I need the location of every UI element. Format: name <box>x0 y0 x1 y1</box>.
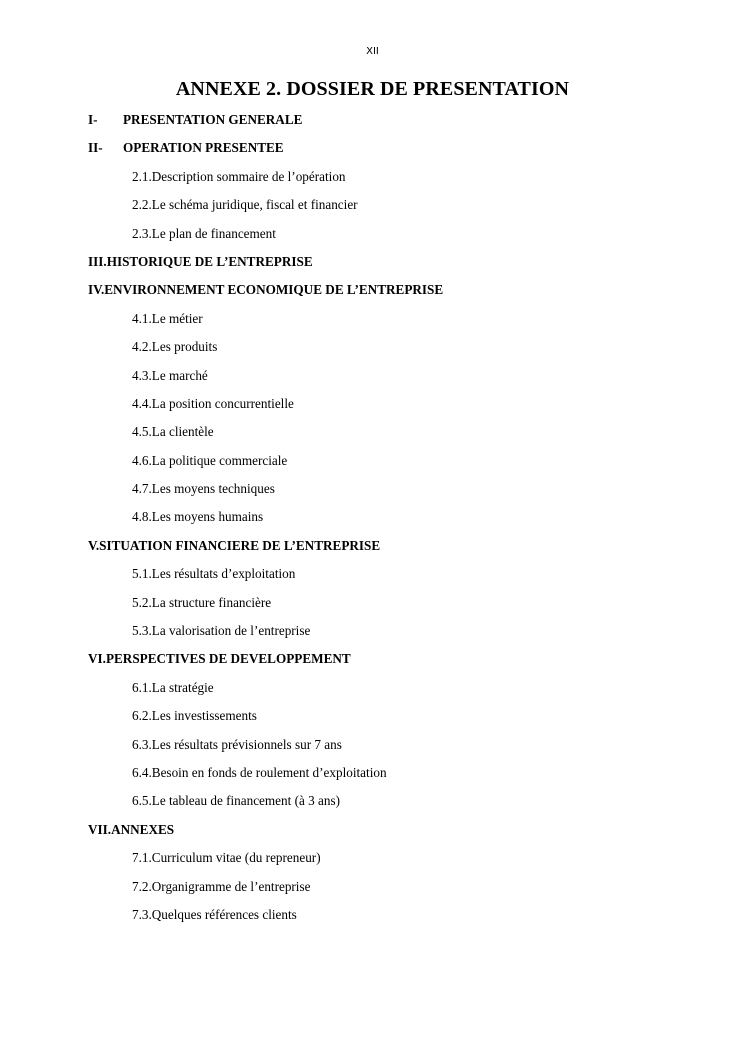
toc-item-label: Les investissements <box>151 708 257 724</box>
toc-subsection-item <box>88 594 688 622</box>
toc-item-label: ENVIRONNEMENT ECONOMIQUE DE L’ENTREPRISE <box>104 282 444 298</box>
toc-section-heading <box>88 650 688 678</box>
toc-item-label: Les moyens techniques <box>151 481 275 497</box>
toc-item-label: Organigramme de l’entreprise <box>151 878 311 894</box>
toc-item-number: 7.3. <box>132 906 152 922</box>
toc-item-label: OPERATION PRESENTEE <box>123 140 284 156</box>
toc-section-heading <box>88 821 688 849</box>
toc-item-label: Curriculum vitae (du repreneur) <box>151 850 321 866</box>
toc-item-label: Les résultats d’exploitation <box>151 566 296 582</box>
toc-subsection-item <box>88 707 688 735</box>
toc-item-label: La clientèle <box>151 424 214 440</box>
toc-item-label: Le schéma juridique, fiscal et financier <box>151 197 358 213</box>
toc-item-label: Les résultats prévisionnels sur 7 ans <box>151 736 342 752</box>
toc-item-label: SITUATION FINANCIERE DE L’ENTREPRISE <box>99 537 381 553</box>
toc-subsection-item <box>88 764 688 792</box>
toc-subsection-item <box>88 906 688 934</box>
toc-item-label: La valorisation de l’entreprise <box>151 623 311 639</box>
toc-section-heading <box>88 139 688 167</box>
toc-subsection-item <box>88 565 688 593</box>
toc-item-number: II- <box>88 140 103 156</box>
toc-item-number: 4.7. <box>132 481 152 497</box>
toc-item-number: V. <box>88 537 100 553</box>
toc-subsection-item <box>88 878 688 906</box>
toc-item-number: 6.2. <box>132 708 152 724</box>
toc-item-number: 5.1. <box>132 566 152 582</box>
toc-item-number: VI. <box>88 651 106 667</box>
toc-item-label: La politique commerciale <box>151 452 288 468</box>
toc-item-label: Le tableau de financement (à 3 ans) <box>151 793 340 809</box>
toc-item-label: ANNEXES <box>111 821 175 837</box>
toc-item-number: 6.3. <box>132 736 152 752</box>
toc-subsection-item <box>88 225 688 253</box>
page-number: XII <box>366 46 379 57</box>
toc-subsection-item <box>88 395 688 423</box>
toc-subsection-item <box>88 508 688 536</box>
toc-subsection-item <box>88 168 688 196</box>
toc-item-number: 5.3. <box>132 623 152 639</box>
table-of-contents <box>88 111 688 934</box>
page-title: ANNEXE 2. DOSSIER DE PRESENTATION <box>175 78 570 100</box>
toc-item-label: La position concurrentielle <box>151 395 294 411</box>
toc-subsection-item <box>88 736 688 764</box>
toc-item-label: PERSPECTIVES DE DEVELOPPEMENT <box>105 651 351 667</box>
toc-item-number: 6.1. <box>132 679 152 695</box>
toc-item-label: Les moyens humains <box>151 509 264 525</box>
toc-item-number: 5.2. <box>132 594 152 610</box>
toc-item-label: La structure financière <box>151 594 272 610</box>
toc-item-number: 4.4. <box>132 395 152 411</box>
toc-item-number: IV. <box>88 282 105 298</box>
toc-section-heading <box>88 111 688 139</box>
toc-subsection-item <box>88 423 688 451</box>
toc-item-number: I- <box>88 112 98 127</box>
toc-item-label: Le métier <box>151 310 203 326</box>
toc-item-number: 4.5. <box>132 424 152 440</box>
toc-item-label: Les produits <box>151 339 218 355</box>
toc-subsection-item <box>88 196 688 224</box>
toc-subsection-item <box>88 622 688 650</box>
toc-item-number: 2.2. <box>132 197 152 213</box>
toc-subsection-item <box>88 792 688 820</box>
toc-subsection-item <box>88 480 688 508</box>
toc-item-label: Le marché <box>151 367 208 383</box>
toc-item-number: 4.8. <box>132 509 152 525</box>
toc-subsection-item <box>88 338 688 366</box>
toc-item-number: 4.1. <box>132 310 152 326</box>
toc-item-number: VII. <box>88 821 112 837</box>
toc-item-label: PRESENTATION GENERALE <box>123 112 303 127</box>
toc-item-label: Quelques références clients <box>151 906 297 922</box>
toc-subsection-item <box>88 367 688 395</box>
toc-section-heading <box>88 537 688 565</box>
toc-subsection-item <box>88 310 688 338</box>
toc-item-number: 2.1. <box>132 168 152 184</box>
toc-item-number: 6.4. <box>132 764 152 780</box>
toc-item-label: Le plan de financement <box>151 225 276 241</box>
toc-item-number: 4.2. <box>132 339 152 355</box>
toc-section-heading <box>88 281 688 309</box>
toc-item-number: 2.3. <box>132 225 152 241</box>
toc-subsection-item <box>88 679 688 707</box>
toc-item-label: La stratégie <box>151 679 214 695</box>
toc-item-label: Besoin en fonds de roulement d’exploitation <box>151 764 387 780</box>
toc-subsection-item <box>88 849 688 877</box>
toc-item-number: 4.3. <box>132 367 152 383</box>
toc-item-number: 7.1. <box>132 850 152 866</box>
toc-item-label: HISTORIQUE DE L’ENTREPRISE <box>106 253 313 269</box>
toc-subsection-item <box>88 452 688 480</box>
toc-section-heading <box>88 253 688 281</box>
toc-item-label: Description sommaire de l’opération <box>151 168 346 184</box>
toc-item-number: 4.6. <box>132 452 152 468</box>
toc-item-number: III. <box>88 253 107 269</box>
toc-item-number: 7.2. <box>132 878 152 894</box>
toc-item-number: 6.5. <box>132 793 152 809</box>
